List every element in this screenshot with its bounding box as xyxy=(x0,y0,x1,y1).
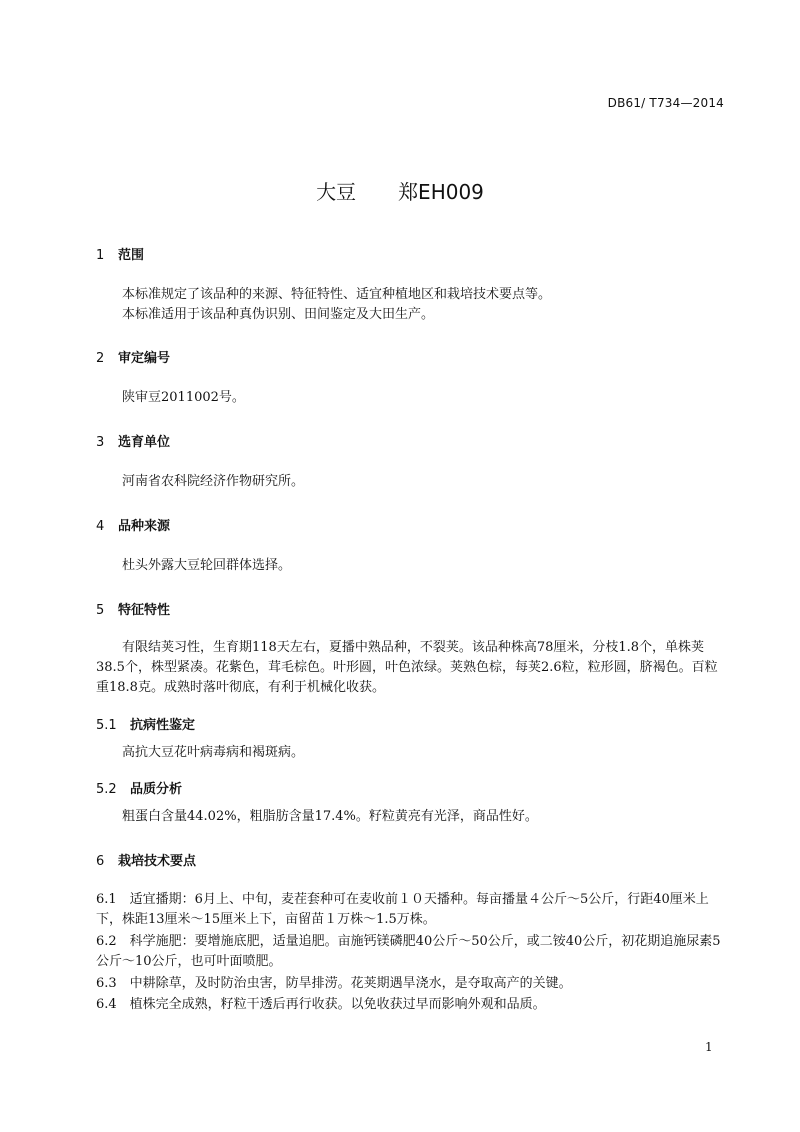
document-code: DB61/ T734—2014 xyxy=(607,96,724,110)
section-title: 选育单位 xyxy=(118,435,171,450)
section-6-heading xyxy=(96,850,196,869)
page-title xyxy=(0,176,800,205)
section-6-2-body: 6.2 科学施肥：要增施底肥，适量追肥。亩施钙镁磷肥40公斤～50公斤，或二铵40公斤，初花期追施尿素5公斤～10公斤，也可叶面喷肥。 xyxy=(96,934,721,969)
paragraph-line: 本标准适用于该品种真伪识别、田间鉴定及大田生产。 xyxy=(122,307,435,322)
paragraph-line: 本标准规定了该品种的来源、特征特性、适宜种植地区和栽培技术要点等。 xyxy=(122,287,552,302)
section-number: 5 xyxy=(96,603,105,618)
section-1-heading xyxy=(96,244,144,263)
section-2-body: 陕审豆2011002号。 xyxy=(122,390,245,405)
section-title: 特征特性 xyxy=(118,603,171,618)
section-number: 5.2 xyxy=(96,782,117,797)
title-crop: 大豆 xyxy=(316,180,357,204)
section-3-heading xyxy=(96,431,170,450)
section-1-body xyxy=(96,285,726,325)
section-title: 品质分析 xyxy=(130,782,183,797)
section-5-heading xyxy=(96,599,170,618)
section-number: 6 xyxy=(96,854,105,869)
section-5-2-heading xyxy=(96,778,182,797)
section-3-body: 河南省农科院经济作物研究所。 xyxy=(122,474,305,489)
section-number: 4 xyxy=(96,519,105,534)
section-number: 2 xyxy=(96,351,105,366)
section-5-1-heading xyxy=(96,714,195,733)
section-title: 栽培技术要点 xyxy=(118,854,197,869)
section-2-heading xyxy=(96,347,170,366)
section-4-heading xyxy=(96,515,170,534)
section-title: 范围 xyxy=(118,248,145,263)
section-number: 1 xyxy=(96,248,105,263)
title-variety: 郑EH009 xyxy=(398,180,484,204)
section-title: 品种来源 xyxy=(118,519,171,534)
section-5-body: 有限结荚习性，生育期118天左右，夏播中熟品种，不裂荚。该品种株高78厘米，分枝1.8个，单株荚38.5个，株型紧凑。花紫色，茸毛棕色。叶形圆，叶色浓绿。荚熟色棕，每荚2.6粒，粒形圆，脐褐色。百粒重18.8克。成熟时落叶彻底，有利于机械化收获。 xyxy=(96,640,718,695)
section-number: 5.1 xyxy=(96,718,117,733)
section-5-1-body: 高抗大豆花叶病毒病和褐斑病。 xyxy=(122,745,305,760)
section-6-3-body: 6.3 中耕除草，及时防治虫害，防旱排涝。花荚期遇旱浇水，是夺取高产的关键。 xyxy=(96,976,572,991)
section-6-4-body: 6.4 植株完全成熟，籽粒干透后再行收获。以免收获过早而影响外观和品质。 xyxy=(96,997,546,1012)
section-title: 抗病性鉴定 xyxy=(130,718,196,733)
page-number: 1 xyxy=(705,1040,713,1054)
section-4-body: 杜头外露大豆轮回群体选择。 xyxy=(122,558,292,573)
section-5-2-body: 粗蛋白含量44.02%，粗脂肪含量17.4%。籽粒黄亮有光泽，商品性好。 xyxy=(122,809,538,824)
section-6-1-body: 6.1 适宜播期：6月上、中旬，麦茬套种可在麦收前１０天播种。每亩播量４公斤～5公斤，行距40厘米上下，株距13厘米～15厘米上下，亩留苗１万株～1.5万株。 xyxy=(96,892,709,927)
section-number: 3 xyxy=(96,435,105,450)
section-title: 审定编号 xyxy=(118,351,171,366)
